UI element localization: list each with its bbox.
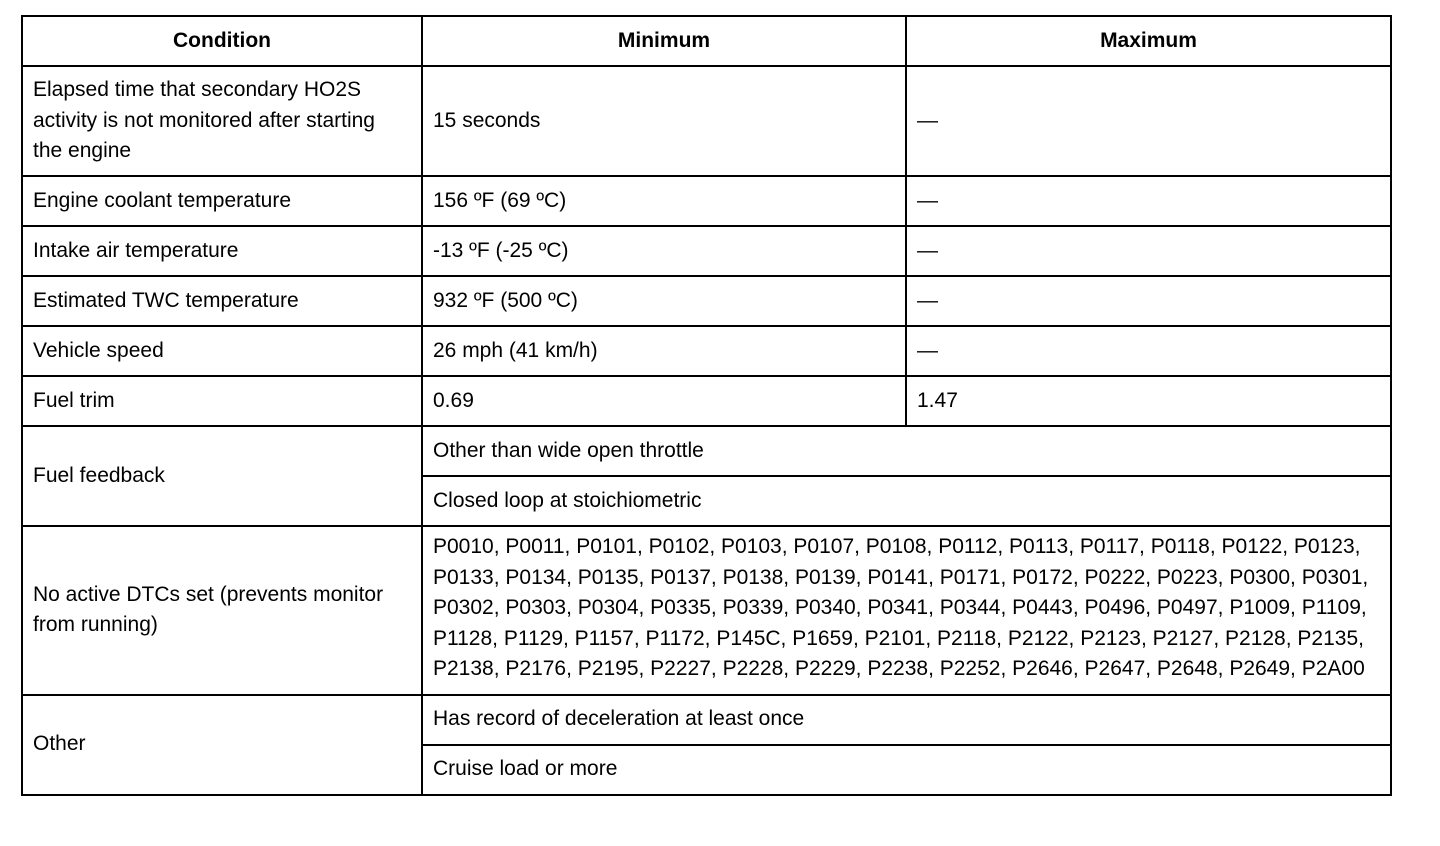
minimum-cell: 156 ºF (69 ºC): [422, 176, 906, 226]
value-cell: Closed loop at stoichiometric: [422, 476, 1391, 526]
dtc-codes-cell: P0010, P0011, P0101, P0102, P0103, P0107, P0108, P0112, P0113, P0117, P0118, P0122, P0123, P0133, P0134, P0135, P0137, P0138, P0139, P0141, P0171, P0172, P0222, P0223, P0300, P0301, P0302, P0303, P0304, P0335, P0339, P0340, P0341, P0344, P0443, P0496, P0497, P1009, P1109, P1128, P1129, P1157, P1172, P145C, P1659, P2101, P2118, P2122, P2123, P2127, P2128, P2135, P2138, P2176, P2195, P2227, P2228, P2229, P2238, P2252, P2646, P2647, P2648, P2649, P2A00: [422, 526, 1391, 695]
condition-cell: Other: [22, 695, 422, 795]
condition-cell: Estimated TWC temperature: [22, 276, 422, 326]
condition-cell: No active DTCs set (prevents monitor from running): [22, 526, 422, 695]
monitor-conditions-table: [21, 15, 1392, 796]
table-row: [22, 326, 1391, 376]
header-condition: Condition: [22, 16, 422, 66]
value-cell: Other than wide open throttle: [422, 426, 1391, 476]
minimum-cell: 0.69: [422, 376, 906, 426]
maximum-cell: —: [906, 226, 1391, 276]
table-row: [22, 526, 1391, 695]
table-row: [22, 66, 1391, 176]
maximum-cell: —: [906, 326, 1391, 376]
condition-cell: Fuel feedback: [22, 426, 422, 526]
condition-cell: Intake air temperature: [22, 226, 422, 276]
condition-cell: Vehicle speed: [22, 326, 422, 376]
table-row: [22, 226, 1391, 276]
maximum-cell: —: [906, 66, 1391, 176]
condition-cell: Fuel trim: [22, 376, 422, 426]
header-row: [22, 16, 1391, 66]
minimum-cell: 932 ºF (500 ºC): [422, 276, 906, 326]
condition-cell: Engine coolant temperature: [22, 176, 422, 226]
header-minimum: Minimum: [422, 16, 906, 66]
minimum-cell: 26 mph (41 km/h): [422, 326, 906, 376]
table-row: [22, 426, 1391, 476]
value-cell: Cruise load or more: [422, 745, 1391, 795]
minimum-cell: 15 seconds: [422, 66, 906, 176]
table-row: [22, 276, 1391, 326]
maximum-cell: —: [906, 176, 1391, 226]
table-row: [22, 376, 1391, 426]
minimum-cell: -13 ºF (-25 ºC): [422, 226, 906, 276]
value-cell: Has record of deceleration at least once: [422, 695, 1391, 745]
maximum-cell: —: [906, 276, 1391, 326]
table-row: [22, 695, 1391, 745]
table-row: [22, 176, 1391, 226]
condition-cell: Elapsed time that secondary HO2S activity is not monitored after starting the engine: [22, 66, 422, 176]
header-maximum: Maximum: [906, 16, 1391, 66]
maximum-cell: 1.47: [906, 376, 1391, 426]
